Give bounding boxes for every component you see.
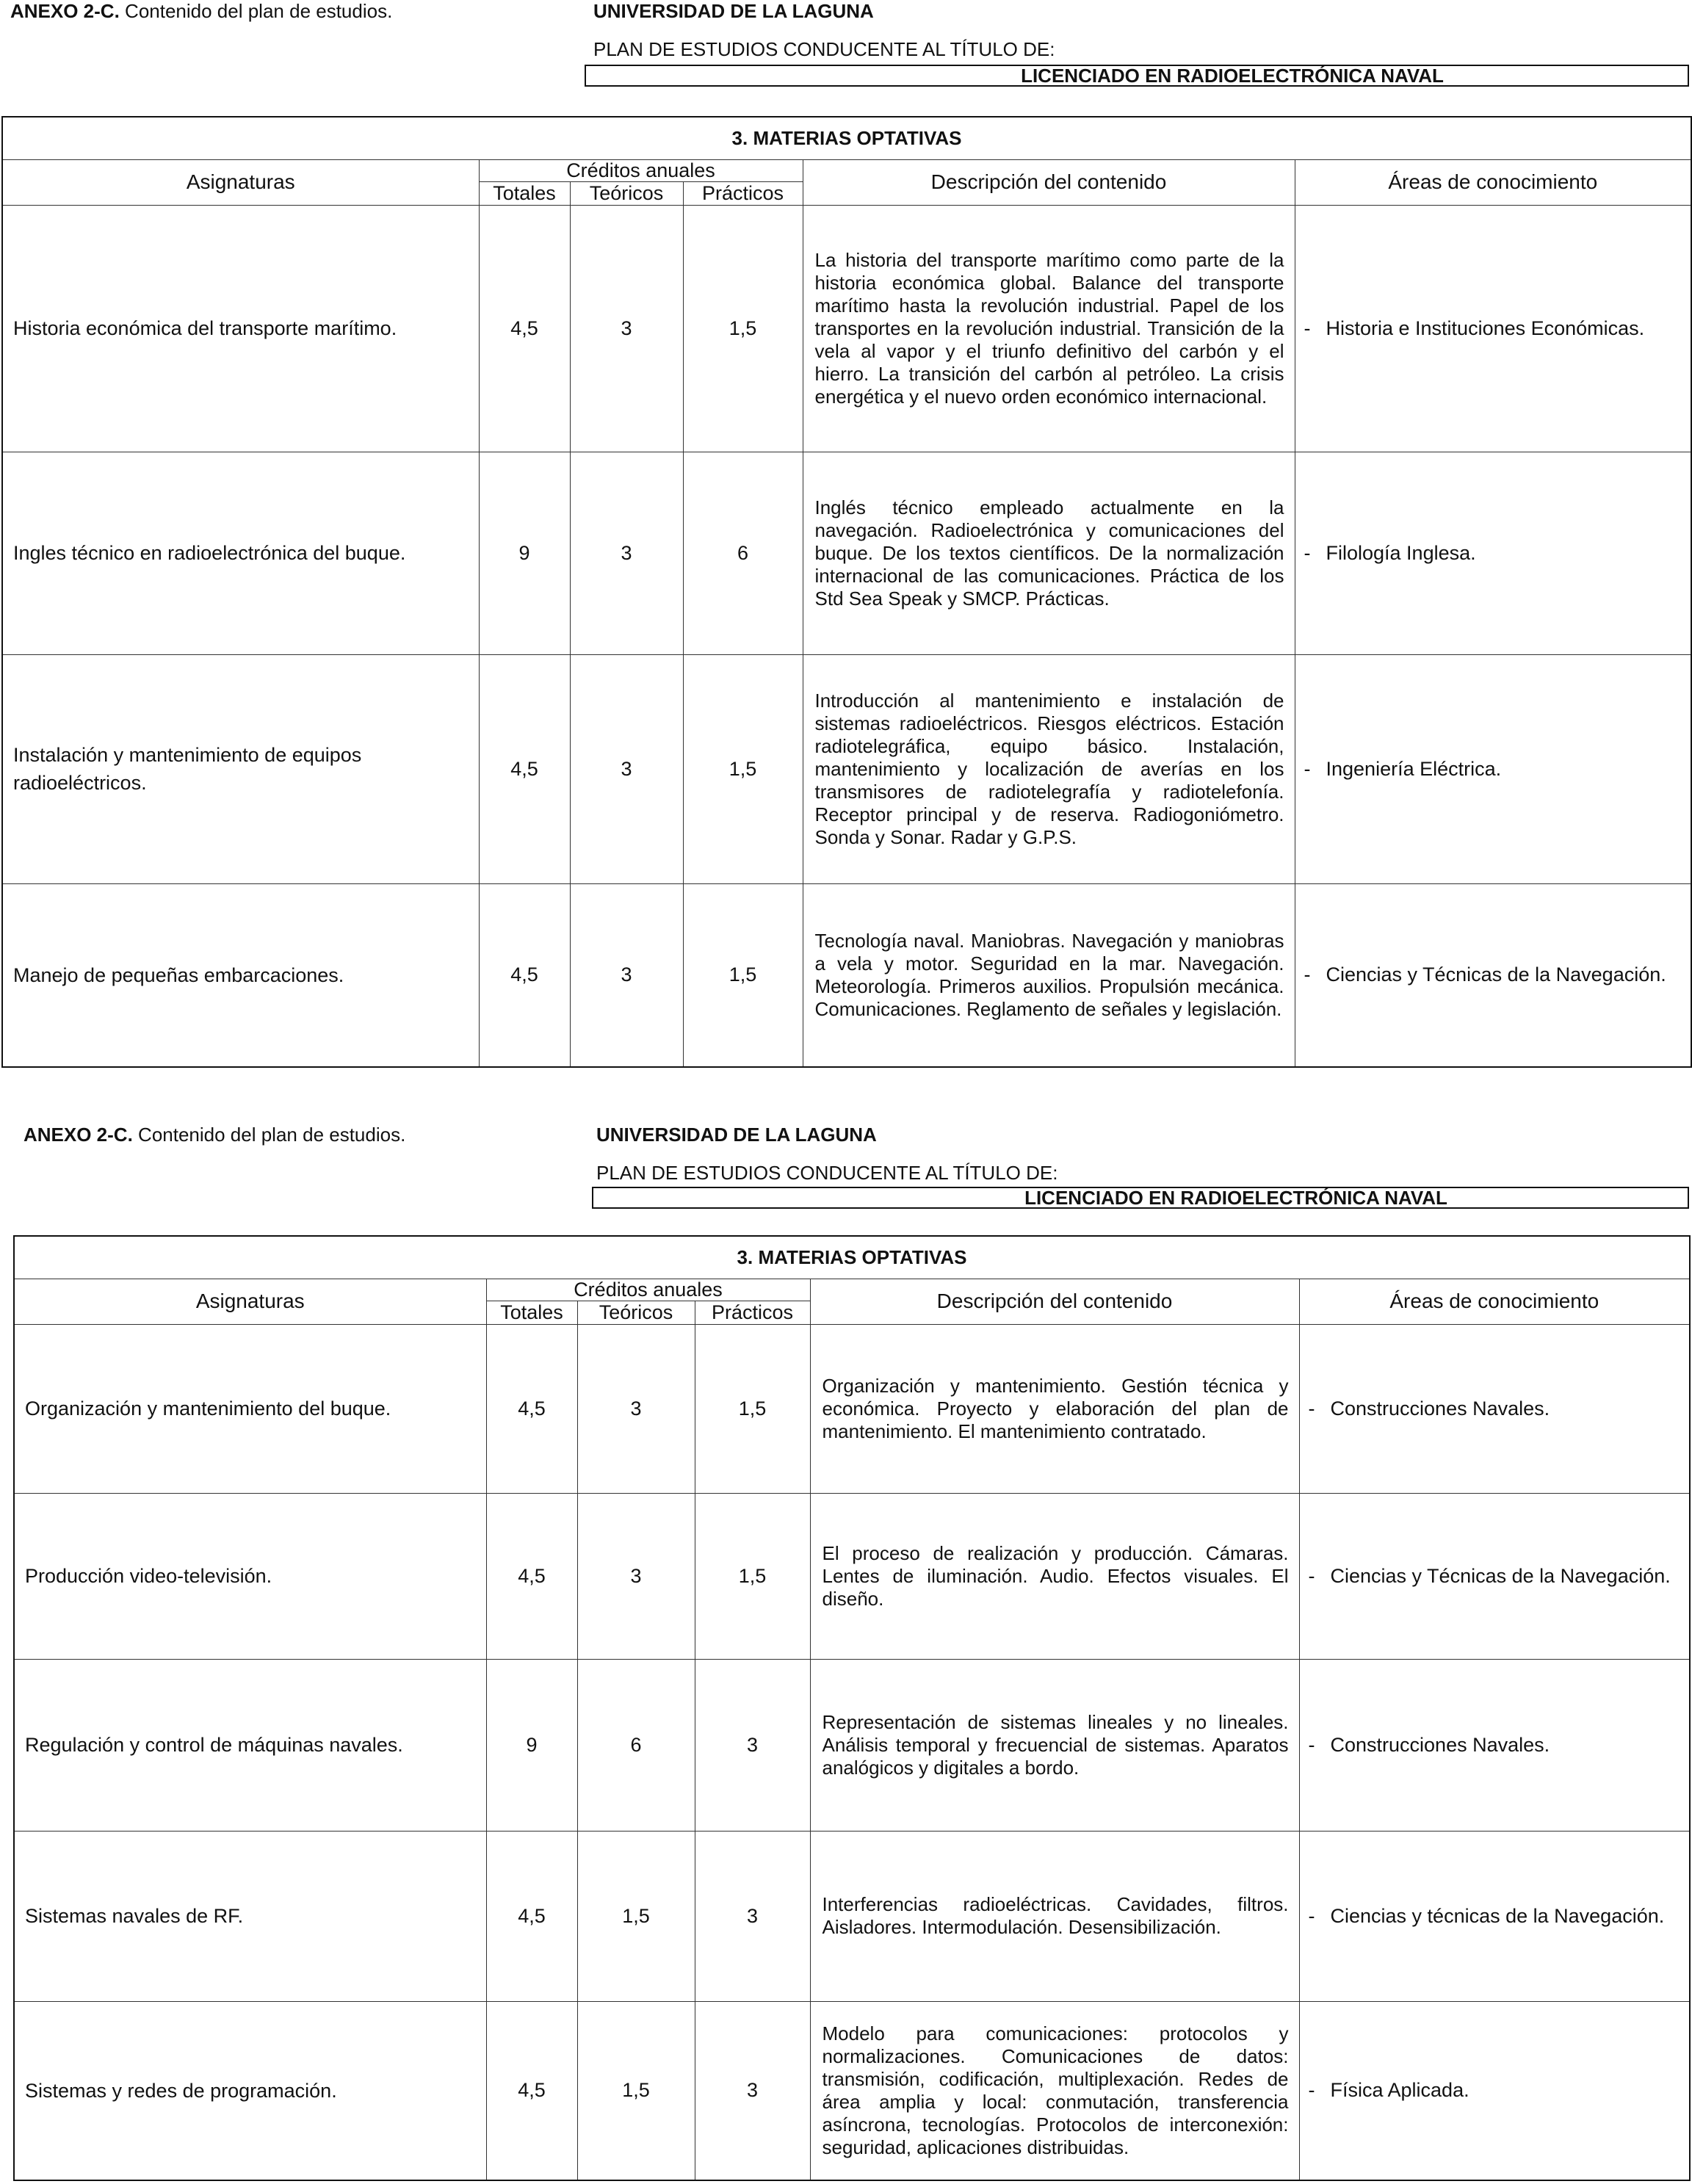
area-text: Historia e Instituciones Económicas.	[1326, 317, 1645, 339]
totals-cell: 4,5	[479, 205, 570, 452]
university-name: UNIVERSIDAD DE LA LAGUNA	[596, 1124, 877, 1146]
optional-subjects-table	[13, 1235, 1691, 2181]
area-cell: - Construcciones Navales.	[1299, 1324, 1690, 1493]
annex-label: ANEXO 2-C.	[24, 1124, 133, 1146]
practice-cell: 1,5	[695, 1493, 810, 1659]
area-cell: - Construcciones Navales.	[1299, 1659, 1690, 1831]
table-row	[2, 883, 1691, 1067]
table-row	[14, 2001, 1690, 2180]
header-credits: Créditos anuales	[479, 159, 803, 181]
header-areas: Áreas de conocimiento	[1299, 1279, 1690, 1324]
header-credits: Créditos anuales	[486, 1279, 810, 1301]
header-description: Descripción del contenido	[803, 159, 1295, 205]
subject-cell: Sistemas navales de RF.	[14, 1831, 486, 2001]
annex-heading	[24, 1124, 405, 1146]
subject-cell: Producción video-televisión.	[14, 1493, 486, 1659]
area-text: Construcciones Navales.	[1330, 1733, 1550, 1756]
page-section-2	[0, 1124, 1692, 2184]
totals-cell: 4,5	[486, 1831, 577, 2001]
header-subject: Asignaturas	[14, 1279, 486, 1324]
totals-cell: 9	[486, 1659, 577, 1831]
subject-cell: Organización y mantenimiento del buque.	[14, 1324, 486, 1493]
area-text: Filología Inglesa.	[1326, 541, 1476, 564]
subject-cell: Manejo de pequeñas embarcaciones.	[2, 883, 479, 1067]
description-cell: Interferencias radioeléctricas. Cavidades, filtros. Aisladores. Intermodulación. Desensibilización.	[810, 1831, 1299, 2001]
theory-cell: 3	[570, 883, 683, 1067]
header-practice: Prácticos	[683, 181, 803, 205]
header-totals: Totales	[486, 1301, 577, 1324]
totals-cell: 4,5	[479, 883, 570, 1067]
subject-cell: Instalación y mantenimiento de equipos radioeléctricos.	[2, 654, 479, 883]
description-cell: Inglés técnico empleado actualmente en la navegación. Radioelectrónica y comunicaciones del buque. De los textos científicos. De la normalización internacional de las comunicaciones. Práctica de los Std Sea Speak y SMCP. Prácticas.	[803, 452, 1295, 654]
theory-cell: 3	[570, 205, 683, 452]
area-cell: - Historia e Instituciones Económicas.	[1295, 205, 1691, 452]
theory-cell: 1,5	[577, 2001, 695, 2180]
area-cell: - Física Aplicada.	[1299, 2001, 1690, 2180]
description-cell: Tecnología naval. Maniobras. Navegación y maniobras a vela y motor. Seguridad en la mar. Navegación. Meteorología. Primeros auxilios. Propulsión mecánica. Comunicaciones. Reglamento de señales y legislación.	[803, 883, 1295, 1067]
header-totals: Totales	[479, 181, 570, 205]
table-row	[14, 1659, 1690, 1831]
table-row	[14, 1831, 1690, 2001]
annex-heading	[10, 0, 392, 23]
table-title: 3. MATERIAS OPTATIVAS	[2, 117, 1691, 159]
optional-subjects-table	[1, 116, 1692, 1068]
area-text: Ingeniería Eléctrica.	[1326, 757, 1502, 780]
annex-label: ANEXO 2-C.	[10, 0, 120, 22]
table-row	[2, 654, 1691, 883]
theory-cell: 3	[577, 1324, 695, 1493]
area-text: Construcciones Navales.	[1330, 1397, 1550, 1420]
practice-cell: 1,5	[683, 883, 803, 1067]
area-text: Física Aplicada.	[1330, 2079, 1469, 2102]
theory-cell: 1,5	[577, 1831, 695, 2001]
subject-cell: Historia económica del transporte marítimo.	[2, 205, 479, 452]
plan-line: PLAN DE ESTUDIOS CONDUCENTE AL TÍTULO DE:	[593, 38, 1055, 60]
subject-cell: Ingles técnico en radioelectrónica del buque.	[2, 452, 479, 654]
area-cell: - Ciencias y Técnicas de la Navegación.	[1295, 883, 1691, 1067]
header-practice: Prácticos	[695, 1301, 810, 1324]
header-theory: Teóricos	[577, 1301, 695, 1324]
theory-cell: 6	[577, 1659, 695, 1831]
practice-cell: 3	[695, 2001, 810, 2180]
theory-cell: 3	[577, 1493, 695, 1659]
degree-title: LICENCIADO EN RADIOELECTRÓNICA NAVAL	[585, 65, 1689, 87]
annex-text: Contenido del plan de estudios.	[125, 0, 393, 22]
header-subject: Asignaturas	[2, 159, 479, 205]
practice-cell: 6	[683, 452, 803, 654]
theory-cell: 3	[570, 452, 683, 654]
description-cell: Modelo para comunicaciones: protocolos y normalizaciones. Comunicaciones de datos: transmisión, codificación, multiplexación. Redes de área amplia y local: conmutación, transferencia asíncrona, tecnologías. Protocolos de interconexión: seguridad, aplicaciones distribuidas.	[810, 2001, 1299, 2180]
annex-text: Contenido del plan de estudios.	[138, 1124, 406, 1146]
page-section-1	[0, 0, 1692, 1072]
area-cell: - Ciencias y Técnicas de la Navegación.	[1299, 1493, 1690, 1659]
practice-cell: 3	[695, 1831, 810, 2001]
table-title: 3. MATERIAS OPTATIVAS	[14, 1236, 1690, 1279]
table-row	[14, 1324, 1690, 1493]
description-cell: La historia del transporte marítimo como parte de la historia económica global. Balance del transporte marítimo hasta la revolución industrial. Papel de los transportes en la revolución industrial. Transición de la vela al vapor y el triunfo definitivo del carbón y el hierro. La transición del carbón al petróleo. La crisis energética y el nuevo orden económico internacional.	[803, 205, 1295, 452]
totals-cell: 4,5	[486, 2001, 577, 2180]
practice-cell: 1,5	[683, 654, 803, 883]
practice-cell: 1,5	[695, 1324, 810, 1493]
plan-line: PLAN DE ESTUDIOS CONDUCENTE AL TÍTULO DE:	[596, 1162, 1058, 1184]
description-cell: Introducción al mantenimiento e instalación de sistemas radioeléctricos. Riesgos eléctricos. Estación radiotelegráfica, equipo básico. Instalación, mantenimiento y localización de averías en los transmisores de radiotelegrafía y radiotelefonía. Receptor principal y de reserva. Radiogoniómetro. Sonda y Sonar. Radar y G.P.S.	[803, 654, 1295, 883]
totals-cell: 4,5	[486, 1493, 577, 1659]
description-cell: Organización y mantenimiento. Gestión técnica y económica. Proyecto y elaboración del plan de mantenimiento. El mantenimiento contratado.	[810, 1324, 1299, 1493]
area-text: Ciencias y Técnicas de la Navegación.	[1330, 1564, 1671, 1587]
description-cell: Representación de sistemas lineales y no lineales. Análisis temporal y frecuencial de sistemas. Aparatos analógicos y digitales a bordo.	[810, 1659, 1299, 1831]
area-text: Ciencias y Técnicas de la Navegación.	[1326, 963, 1666, 986]
table-row	[14, 1493, 1690, 1659]
subject-cell: Sistemas y redes de programación.	[14, 2001, 486, 2180]
header-description: Descripción del contenido	[810, 1279, 1299, 1324]
practice-cell: 1,5	[683, 205, 803, 452]
subject-cell: Regulación y control de máquinas navales.	[14, 1659, 486, 1831]
area-text: Ciencias y técnicas de la Navegación.	[1330, 1904, 1665, 1927]
totals-cell: 4,5	[479, 654, 570, 883]
description-cell: El proceso de realización y producción. Cámaras. Lentes de iluminación. Audio. Efectos visuales. El diseño.	[810, 1493, 1299, 1659]
area-cell: - Filología Inglesa.	[1295, 452, 1691, 654]
practice-cell: 3	[695, 1659, 810, 1831]
totals-cell: 9	[479, 452, 570, 654]
totals-cell: 4,5	[486, 1324, 577, 1493]
table-row	[2, 205, 1691, 452]
header-areas: Áreas de conocimiento	[1295, 159, 1691, 205]
table-row	[2, 452, 1691, 654]
degree-title: LICENCIADO EN RADIOELECTRÓNICA NAVAL	[592, 1187, 1689, 1209]
theory-cell: 3	[570, 654, 683, 883]
university-name: UNIVERSIDAD DE LA LAGUNA	[593, 0, 874, 22]
header-theory: Teóricos	[570, 181, 683, 205]
area-cell: - Ingeniería Eléctrica.	[1295, 654, 1691, 883]
area-cell: - Ciencias y técnicas de la Navegación.	[1299, 1831, 1690, 2001]
